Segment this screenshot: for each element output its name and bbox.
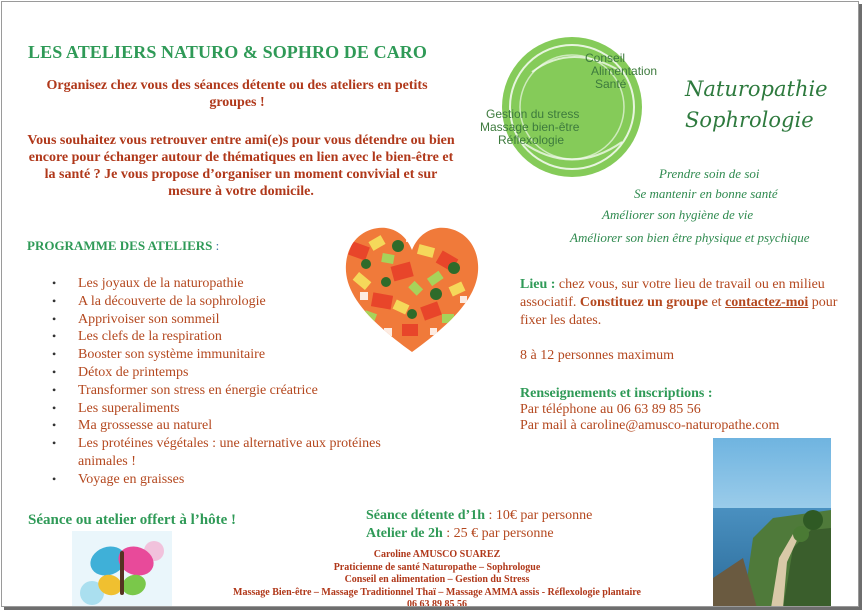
contact-email[interactable]: Par mail à caroline@amusco-naturopathe.com bbox=[520, 418, 780, 433]
programme-title-colon: : bbox=[212, 238, 220, 253]
list-item bbox=[52, 435, 412, 471]
logo-top-text bbox=[585, 52, 657, 91]
group-size: 8 à 12 personnes maximum bbox=[520, 348, 674, 363]
list-item-label: Booster son système immunitaire bbox=[78, 347, 266, 363]
brand-line: Sophrologie bbox=[685, 108, 814, 132]
list-item-label: Apprivoiser son sommeil bbox=[78, 311, 220, 327]
logo-left-line: Gestion du stress bbox=[486, 107, 580, 121]
price-atelier-value: : 25 € par personne bbox=[442, 526, 554, 541]
brand-name bbox=[685, 74, 828, 136]
motto-line: Améliorer son bien être physique et psychique bbox=[570, 230, 810, 245]
location-info bbox=[520, 276, 850, 330]
bullet-icon: • bbox=[52, 418, 57, 433]
contact-link[interactable]: contactez-moi bbox=[725, 295, 809, 310]
location-text: chez vous, sur votre lieu de travail ou en milieu associatif. bbox=[520, 277, 825, 310]
price-seance bbox=[366, 507, 592, 525]
price-seance-label: Séance détente d’1h bbox=[366, 508, 485, 523]
list-item-label: Transformer son stress en énergie créatrice bbox=[78, 382, 318, 398]
price-seance-value: : 10€ par personne bbox=[485, 508, 593, 523]
list-item-label: Les protéines végétales : une alternative aux protéines animales ! bbox=[78, 436, 381, 469]
footer bbox=[172, 549, 702, 607]
prices bbox=[366, 507, 592, 543]
brand-line: Naturopathie bbox=[685, 77, 828, 101]
footer-services: Conseil en alimentation – Gestion du Stress bbox=[344, 574, 530, 585]
butterfly-image bbox=[72, 531, 172, 607]
list-item bbox=[52, 364, 412, 382]
logo-top-line: Alimentation bbox=[591, 64, 658, 78]
contact-label: Renseignements et inscriptions : bbox=[520, 386, 713, 401]
list-item-label: Ma grossesse au naturel bbox=[78, 418, 213, 434]
list-item bbox=[52, 382, 412, 400]
price-atelier bbox=[366, 525, 592, 543]
logo-left-line: Réflexologie bbox=[498, 133, 565, 147]
motto-line: Prendre soin de soi bbox=[659, 166, 760, 181]
logo-top-line: Conseil bbox=[585, 51, 626, 65]
programme-title-text: PROGRAMME DES ATELIERS bbox=[27, 238, 213, 253]
page-title: LES ATELIERS NATURO & SOPHRO DE CARO bbox=[28, 42, 428, 62]
constituez-groupe-text: Constituez un groupe bbox=[579, 295, 708, 310]
logo-left-text bbox=[480, 108, 579, 147]
list-item bbox=[52, 400, 412, 418]
bullet-icon: • bbox=[52, 382, 57, 397]
seaside-path-image bbox=[713, 438, 831, 607]
intro-invitation: Organisez chez vous des séances détente ou des ateliers en petits groupes ! bbox=[46, 78, 428, 110]
bullet-icon: • bbox=[52, 471, 57, 486]
motto-line: Améliorer son hygiène de vie bbox=[602, 207, 754, 222]
bullet-icon: • bbox=[52, 400, 57, 415]
logo-left-line: Massage bien-être bbox=[480, 120, 580, 134]
bullet-icon: • bbox=[52, 276, 57, 290]
footer-name: Caroline AMUSCO SUAREZ bbox=[373, 549, 501, 560]
list-item-label: Les joyaux de la naturopathie bbox=[78, 276, 244, 291]
bullet-icon: • bbox=[52, 293, 57, 308]
contact-info bbox=[520, 386, 779, 434]
programme-title bbox=[27, 238, 219, 254]
bullet-icon: • bbox=[52, 347, 57, 362]
list-item bbox=[52, 417, 412, 435]
footer-role: Praticienne de santé Naturopathe – Sophrologue bbox=[333, 561, 541, 573]
list-item-label: Les clefs de la respiration bbox=[78, 329, 222, 345]
intro-description: Vous souhaitez vous retrouver entre ami(e)s pour vous détendre ou bien encore pour échanger autour de thématiques en lien avec le bien-être et la santé ? Je vous propose d’organiser un moment convivial et sur mesure à votre domicile. bbox=[27, 133, 455, 199]
list-item bbox=[52, 471, 412, 489]
motto-line: Se mantenir en bonne santé bbox=[634, 186, 778, 201]
list-item-label: Voyage en graisses bbox=[78, 471, 185, 487]
vegetable-heart-image bbox=[342, 224, 482, 354]
location-label: Lieu : bbox=[520, 277, 556, 292]
list-item-label: A la découverte de la sophrologie bbox=[78, 293, 266, 309]
host-offer: Séance ou atelier offert à l’hôte ! bbox=[28, 512, 236, 528]
bullet-icon: • bbox=[52, 311, 57, 326]
bullet-icon: • bbox=[52, 436, 57, 451]
logo-top-line: Santé bbox=[595, 77, 627, 91]
price-atelier-label: Atelier de 2h bbox=[366, 526, 443, 541]
contact-phone: Par téléphone au 06 63 89 85 56 bbox=[520, 402, 701, 417]
location-text: pour fixer les dates. bbox=[520, 295, 838, 328]
flyer bbox=[1, 1, 859, 607]
footer-services: Massage Bien-être – Massage Traditionnel Thaï – Massage AMMA assis - Réflexologie plantaire bbox=[233, 586, 641, 598]
location-text: et bbox=[707, 295, 726, 310]
list-item-label: Détox de printemps bbox=[78, 364, 189, 380]
bullet-icon: • bbox=[52, 364, 57, 379]
bullet-icon: • bbox=[52, 329, 57, 344]
footer-phone: 06 63 89 85 56 bbox=[407, 599, 467, 607]
list-item-label: Les superaliments bbox=[78, 400, 180, 416]
